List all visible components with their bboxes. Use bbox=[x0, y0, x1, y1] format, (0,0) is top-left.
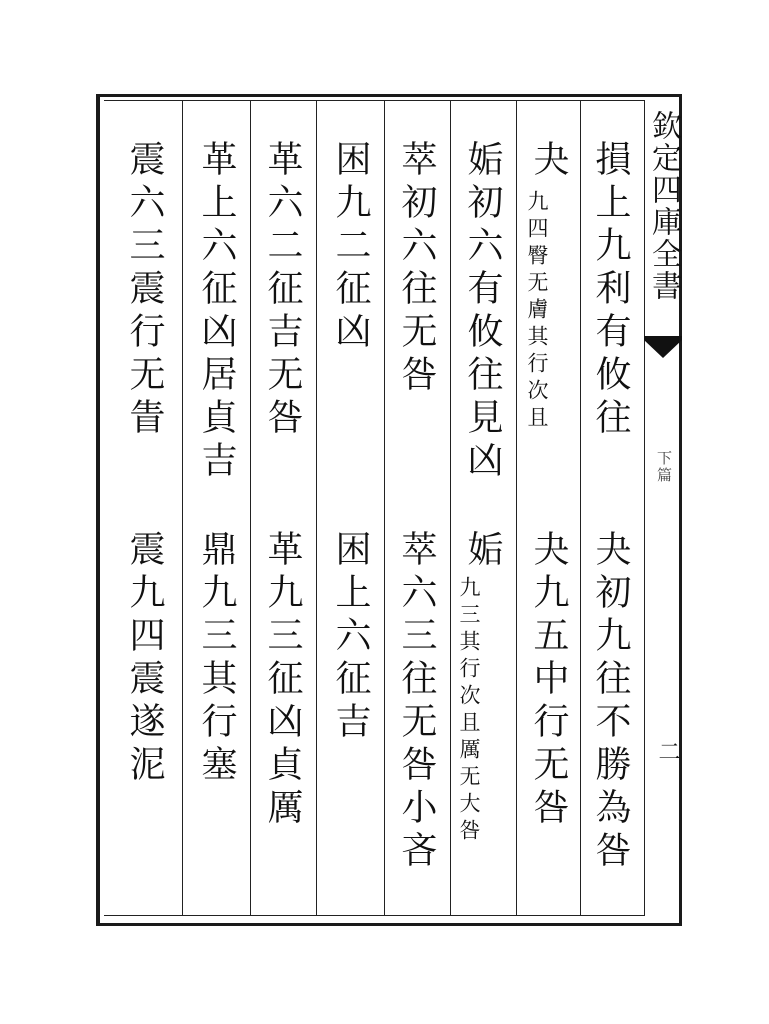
column-text-lower: 革九三征凶貞厲 bbox=[262, 530, 303, 831]
column-text-upper: 損上九利有攸往 bbox=[590, 140, 631, 441]
text-column bbox=[182, 100, 250, 916]
text-column bbox=[384, 100, 450, 916]
margin-strip bbox=[644, 100, 682, 916]
column-text-lower: 震九四震遂泥 bbox=[124, 530, 165, 788]
text-column bbox=[316, 100, 384, 916]
annotation-note: 九三其行次且厲无大咎 bbox=[457, 576, 481, 846]
column-text-upper: 震六三震行无眚 bbox=[124, 140, 165, 441]
text-column bbox=[580, 100, 644, 916]
column-text-upper: 姤初六有攸往見凶 bbox=[462, 140, 503, 484]
column-text-lower: 姤 bbox=[462, 530, 503, 573]
column-text-upper: 夬 bbox=[528, 140, 569, 183]
text-column bbox=[250, 100, 316, 916]
column-text-lower: 萃六三往无咎小吝 bbox=[396, 530, 437, 874]
column-text-upper: 困九二征凶 bbox=[330, 140, 371, 355]
annotation-note: 九四臀无膚其行次且 bbox=[525, 190, 549, 433]
section-label: 下篇 bbox=[655, 450, 673, 484]
text-column bbox=[104, 100, 182, 916]
column-text-upper: 革六二征吉无咎 bbox=[262, 140, 303, 441]
column-text-lower: 夬初九往不勝為咎 bbox=[590, 530, 631, 874]
fish-tail-mark bbox=[644, 336, 682, 362]
column-text-upper: 革上六征凶居貞吉 bbox=[196, 140, 237, 484]
column-text-lower: 鼎九三其行塞 bbox=[196, 530, 237, 788]
book-title: 欽定四庫全書 bbox=[646, 110, 681, 302]
text-column bbox=[450, 100, 516, 916]
folio-number: 二 bbox=[655, 740, 680, 762]
text-column bbox=[516, 100, 580, 916]
column-text-lower: 困上六征吉 bbox=[330, 530, 371, 745]
column-text-upper: 萃初六往无咎 bbox=[396, 140, 437, 398]
column-text-lower: 夬九五中行无咎 bbox=[528, 530, 569, 831]
